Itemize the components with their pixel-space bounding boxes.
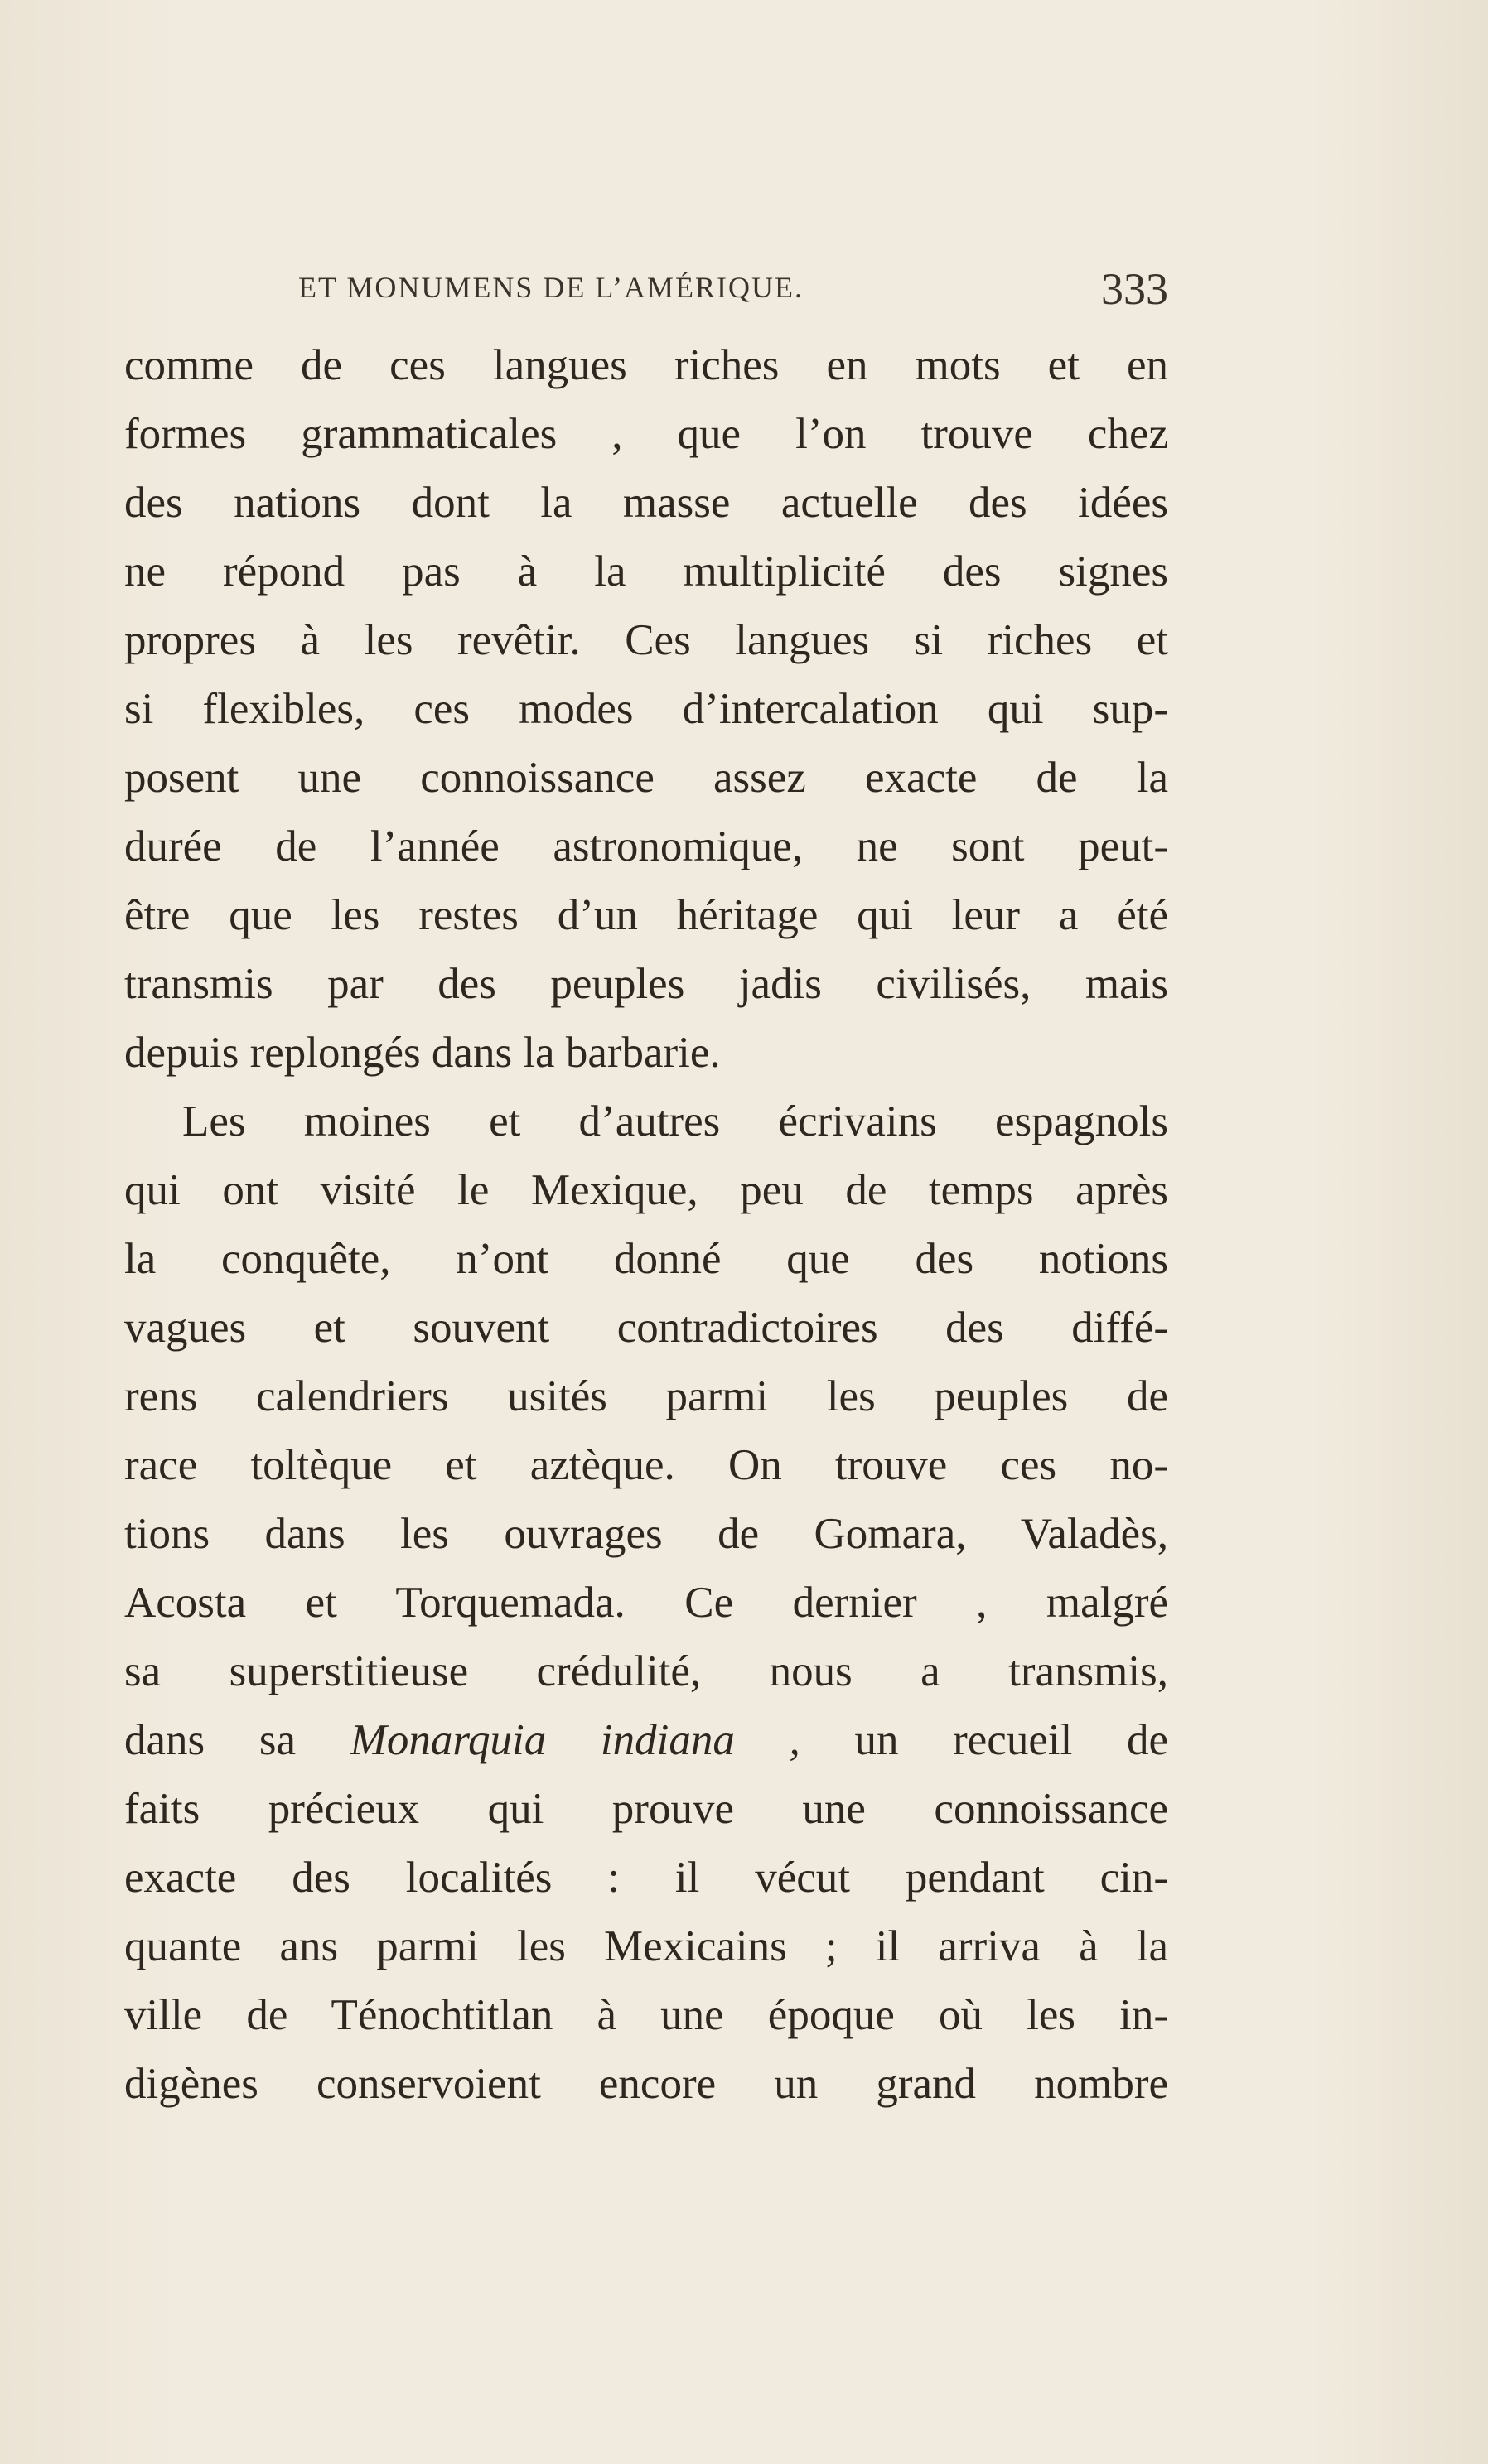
page-number: 333	[1101, 264, 1168, 314]
text-line: vagues et souvent contradictoires des diffé-	[124, 1304, 1168, 1352]
text-line: ville de Ténochtitlan à une époque où les in-	[124, 1991, 1168, 2039]
text-line-with-italic	[124, 1706, 1168, 1775]
text-line: rens calendriers usités parmi les peuples de	[124, 1372, 1168, 1420]
text-line: digènes conservoient encore un grand nombre	[124, 2060, 1168, 2108]
text-line: faits précieux qui prouve une connoissance	[124, 1785, 1168, 1833]
text-span: un recueil de	[854, 1716, 1169, 1764]
text-line: posent une connoissance assez exacte de la	[124, 754, 1168, 802]
text-line: propres à les revêtir. Ces langues si riches et	[124, 616, 1168, 664]
text-line: durée de l’année astronomique, ne sont peut-	[124, 822, 1168, 870]
running-title: ET MONUMENS DE L’AMÉRIQUE.	[298, 271, 804, 304]
text-line: si flexibles, ces modes d’intercalation qui sup-	[124, 685, 1168, 733]
text-line: des nations dont la masse actuelle des idées	[124, 479, 1168, 527]
text-span: dans sa	[124, 1716, 296, 1764]
text-line: transmis par des peuples jadis civilisés, mais	[124, 960, 1168, 1008]
text-line: Acosta et Torquemada. Ce dernier , malgré	[124, 1579, 1168, 1627]
text-line: ne répond pas à la multiplicité des signes	[124, 547, 1168, 596]
body-text	[124, 331, 1168, 2119]
text-line: être que les restes d’un héritage qui leur a été	[124, 891, 1168, 939]
page-header	[124, 263, 1168, 321]
text-line: tions dans les ouvrages de Gomara, Valadès,	[124, 1510, 1168, 1558]
text-line: exacte des localités : il vécut pendant cin-	[124, 1854, 1168, 1902]
text-line: race toltèque et aztèque. On trouve ces no-	[124, 1441, 1168, 1489]
text-line: formes grammaticales , que l’on trouve chez	[124, 410, 1168, 458]
text-line: comme de ces langues riches en mots et en	[124, 341, 1168, 389]
text-line: sa superstitieuse crédulité, nous a transmis,	[124, 1647, 1168, 1695]
text-line: quante ans parmi les Mexicains ; il arriva à la	[124, 1922, 1168, 1970]
italic-book-title: Monarquia indiana ,	[350, 1716, 800, 1764]
text-line: la conquête, n’ont donné que des notions	[124, 1235, 1168, 1283]
paragraph-last-line: depuis replongés dans la barbarie.	[124, 1029, 721, 1077]
paragraph-first-line: Les moines et d’autres écrivains espagnols	[182, 1097, 1168, 1145]
text-line: qui ont visité le Mexique, peu de temps après	[124, 1166, 1168, 1214]
